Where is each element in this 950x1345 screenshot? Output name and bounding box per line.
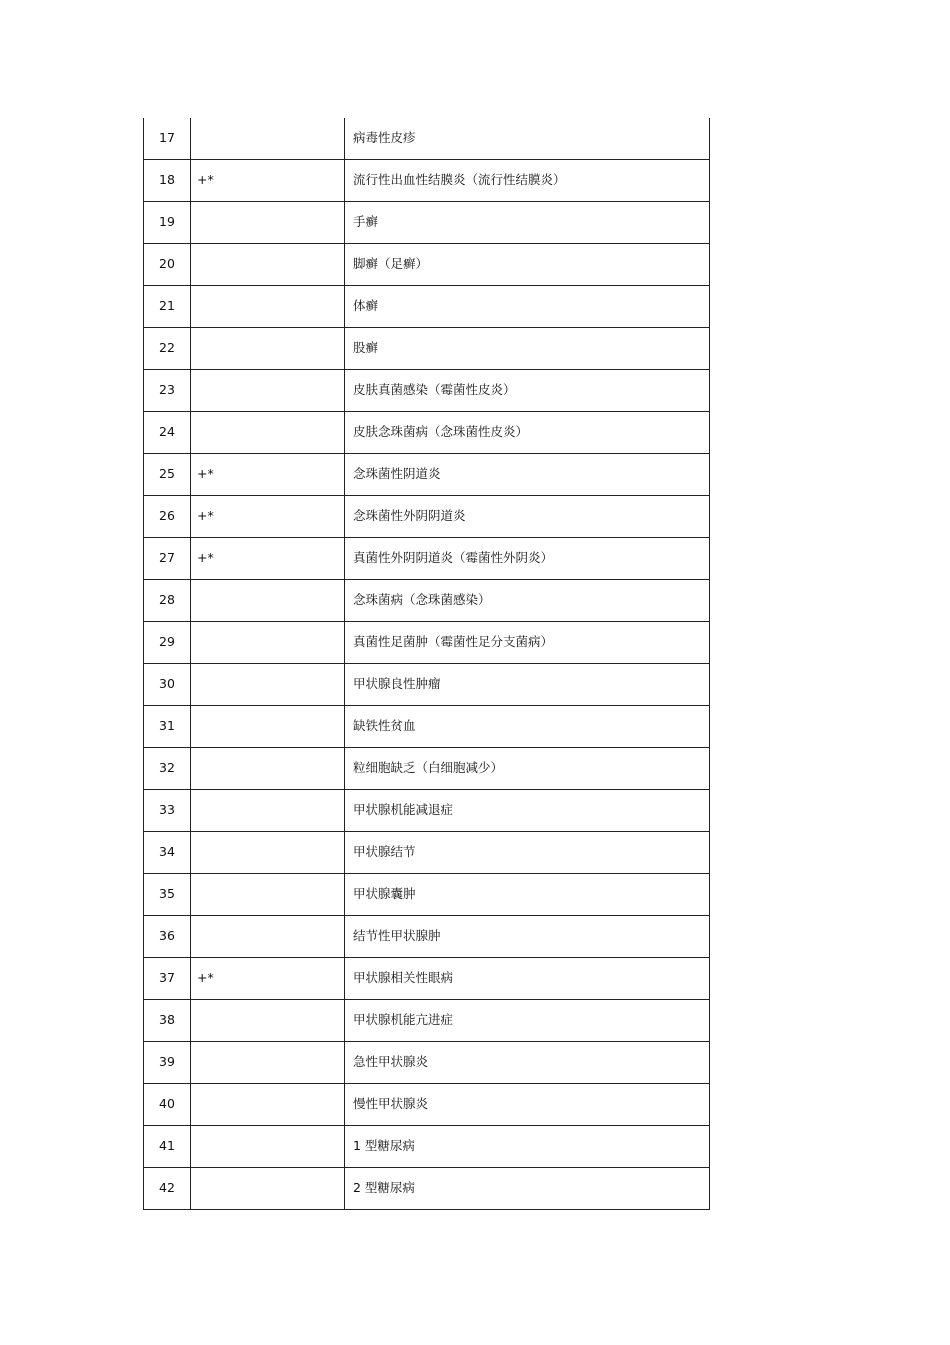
table-row xyxy=(144,538,710,580)
disease-name-cell: 甲状腺良性肿瘤 xyxy=(345,664,710,706)
table-row xyxy=(144,244,710,286)
table-row xyxy=(144,664,710,706)
row-mark-cell xyxy=(191,412,345,454)
disease-name-cell: 真菌性外阴阴道炎（霉菌性外阴炎） xyxy=(345,538,710,580)
row-number-cell: 33 xyxy=(144,790,191,832)
disease-name-cell: 急性甲状腺炎 xyxy=(345,1042,710,1084)
row-number-cell: 17 xyxy=(144,118,191,160)
row-mark-cell xyxy=(191,748,345,790)
row-number-cell: 40 xyxy=(144,1084,191,1126)
row-mark-cell: +* xyxy=(191,538,345,580)
row-number-cell: 22 xyxy=(144,328,191,370)
row-mark-cell xyxy=(191,664,345,706)
row-number-cell: 18 xyxy=(144,160,191,202)
disease-name-cell: 慢性甲状腺炎 xyxy=(345,1084,710,1126)
row-number-cell: 41 xyxy=(144,1126,191,1168)
table-row xyxy=(144,496,710,538)
table-row xyxy=(144,748,710,790)
row-mark-cell: +* xyxy=(191,496,345,538)
row-mark-cell xyxy=(191,328,345,370)
disease-name-cell: 甲状腺囊肿 xyxy=(345,874,710,916)
disease-name-cell: 病毒性皮疹 xyxy=(345,118,710,160)
row-number-cell: 35 xyxy=(144,874,191,916)
disease-name-cell: 皮肤念珠菌病（念珠菌性皮炎） xyxy=(345,412,710,454)
disease-name-cell: 结节性甲状腺肿 xyxy=(345,916,710,958)
table-row xyxy=(144,370,710,412)
disease-name-cell: 皮肤真菌感染（霉菌性皮炎） xyxy=(345,370,710,412)
row-number-cell: 36 xyxy=(144,916,191,958)
table-row xyxy=(144,958,710,1000)
row-mark-cell: +* xyxy=(191,958,345,1000)
disease-name-cell: 缺铁性贫血 xyxy=(345,706,710,748)
row-number-cell: 30 xyxy=(144,664,191,706)
disease-name-cell: 股癣 xyxy=(345,328,710,370)
disease-name-cell: 甲状腺机能减退症 xyxy=(345,790,710,832)
table-row xyxy=(144,832,710,874)
row-mark-cell xyxy=(191,202,345,244)
row-mark-cell xyxy=(191,286,345,328)
table-row xyxy=(144,706,710,748)
disease-name-cell: 念珠菌性外阴阴道炎 xyxy=(345,496,710,538)
row-mark-cell xyxy=(191,1084,345,1126)
row-number-cell: 29 xyxy=(144,622,191,664)
table-row xyxy=(144,118,710,160)
table-row xyxy=(144,580,710,622)
row-number-cell: 34 xyxy=(144,832,191,874)
table-row xyxy=(144,412,710,454)
row-mark-cell xyxy=(191,118,345,160)
row-number-cell: 19 xyxy=(144,202,191,244)
disease-name-cell: 体癣 xyxy=(345,286,710,328)
disease-name-cell: 2 型糖尿病 xyxy=(345,1168,710,1210)
disease-name-cell: 甲状腺结节 xyxy=(345,832,710,874)
row-number-cell: 25 xyxy=(144,454,191,496)
table-row xyxy=(144,1084,710,1126)
disease-name-cell: 流行性出血性结膜炎（流行性结膜炎） xyxy=(345,160,710,202)
row-mark-cell xyxy=(191,1042,345,1084)
row-number-cell: 28 xyxy=(144,580,191,622)
row-number-cell: 42 xyxy=(144,1168,191,1210)
row-number-cell: 20 xyxy=(144,244,191,286)
row-mark-cell xyxy=(191,1126,345,1168)
row-mark-cell xyxy=(191,706,345,748)
table-row xyxy=(144,790,710,832)
row-number-cell: 24 xyxy=(144,412,191,454)
disease-name-cell: 手癣 xyxy=(345,202,710,244)
row-number-cell: 26 xyxy=(144,496,191,538)
row-mark-cell xyxy=(191,916,345,958)
row-mark-cell xyxy=(191,622,345,664)
row-mark-cell xyxy=(191,370,345,412)
row-number-cell: 38 xyxy=(144,1000,191,1042)
disease-name-cell: 甲状腺机能亢进症 xyxy=(345,1000,710,1042)
table-row xyxy=(144,1168,710,1210)
row-number-cell: 37 xyxy=(144,958,191,1000)
table-row xyxy=(144,202,710,244)
disease-name-cell: 念珠菌性阴道炎 xyxy=(345,454,710,496)
row-number-cell: 21 xyxy=(144,286,191,328)
row-mark-cell xyxy=(191,580,345,622)
table-row xyxy=(144,874,710,916)
row-mark-cell xyxy=(191,832,345,874)
row-mark-cell xyxy=(191,1000,345,1042)
table-body xyxy=(144,118,710,1210)
disease-name-cell: 1 型糖尿病 xyxy=(345,1126,710,1168)
row-number-cell: 23 xyxy=(144,370,191,412)
row-number-cell: 32 xyxy=(144,748,191,790)
table-row xyxy=(144,1000,710,1042)
row-mark-cell xyxy=(191,1168,345,1210)
row-number-cell: 27 xyxy=(144,538,191,580)
row-mark-cell xyxy=(191,790,345,832)
row-number-cell: 31 xyxy=(144,706,191,748)
table-row xyxy=(144,328,710,370)
table-row xyxy=(144,286,710,328)
disease-name-cell: 脚癣（足癣） xyxy=(345,244,710,286)
disease-name-cell: 粒细胞缺乏（白细胞减少） xyxy=(345,748,710,790)
disease-name-cell: 念珠菌病（念珠菌感染） xyxy=(345,580,710,622)
table-row xyxy=(144,916,710,958)
table-row xyxy=(144,622,710,664)
table-row xyxy=(144,1126,710,1168)
disease-name-cell: 真菌性足菌肿（霉菌性足分支菌病） xyxy=(345,622,710,664)
row-mark-cell: +* xyxy=(191,160,345,202)
row-mark-cell xyxy=(191,244,345,286)
row-number-cell: 39 xyxy=(144,1042,191,1084)
table-row xyxy=(144,160,710,202)
table-row xyxy=(144,1042,710,1084)
row-mark-cell: +* xyxy=(191,454,345,496)
disease-table xyxy=(143,118,710,1210)
row-mark-cell xyxy=(191,874,345,916)
table-row xyxy=(144,454,710,496)
disease-name-cell: 甲状腺相关性眼病 xyxy=(345,958,710,1000)
